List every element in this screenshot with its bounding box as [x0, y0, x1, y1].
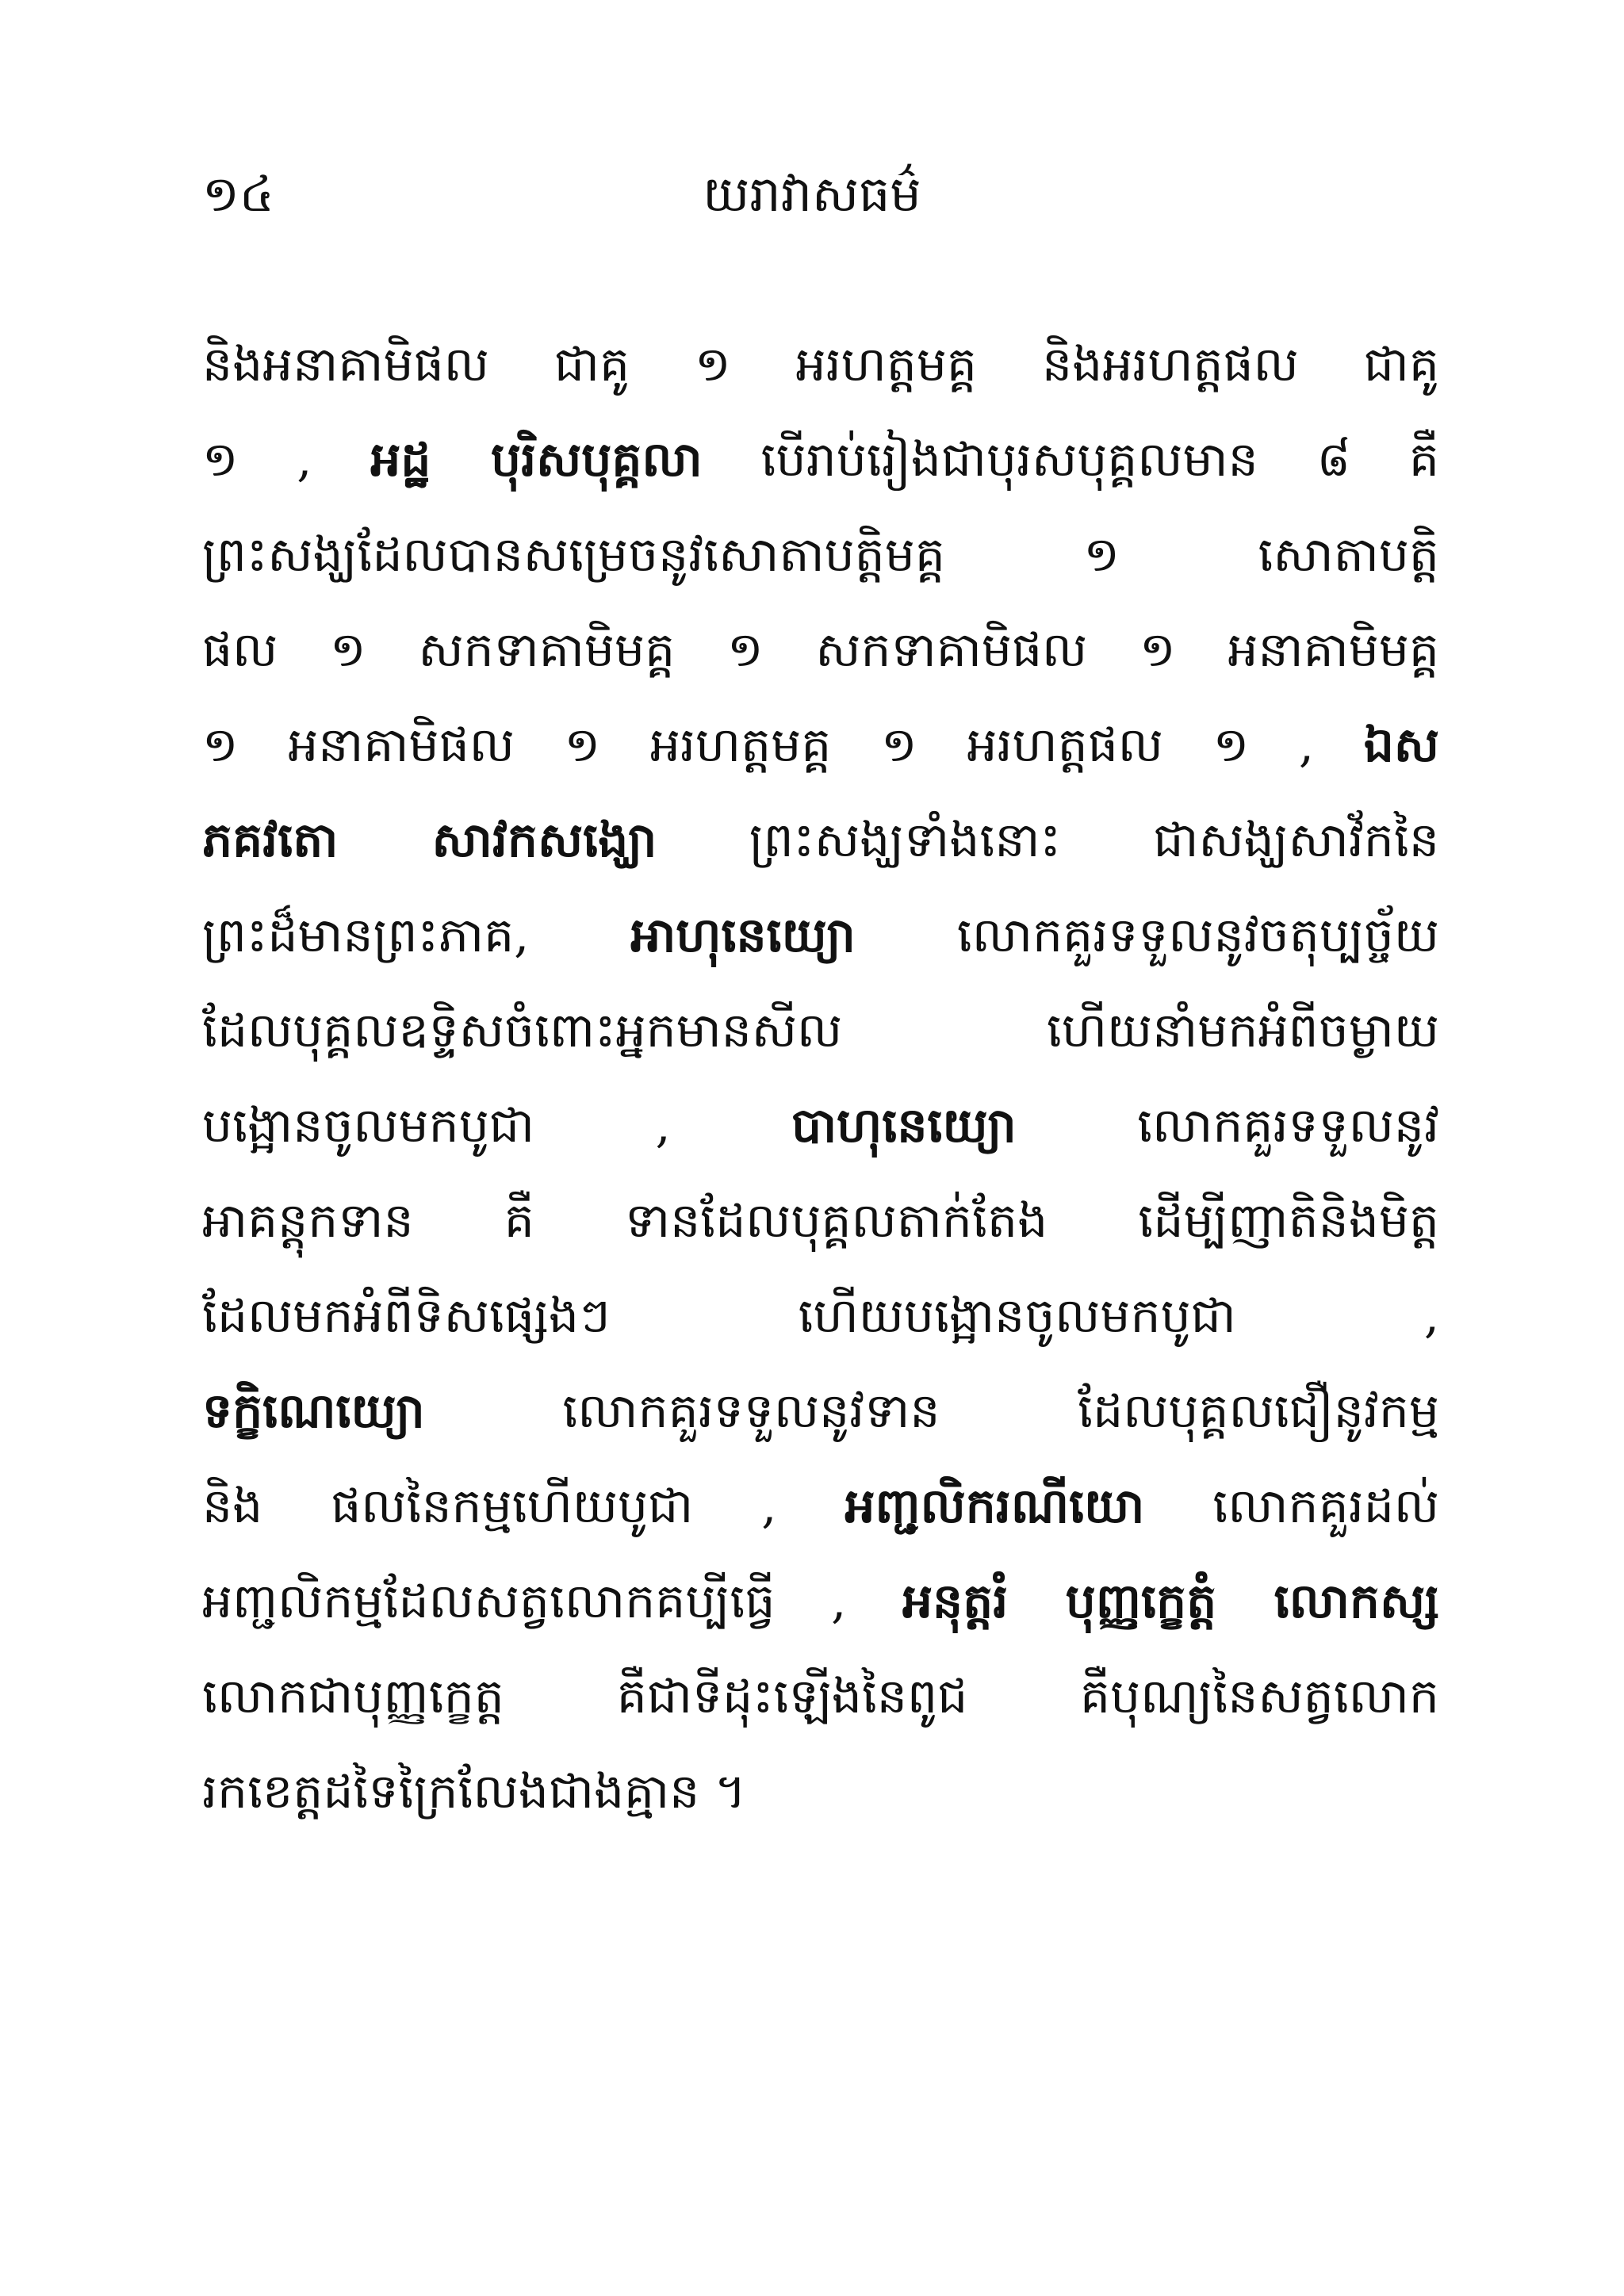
pali-term: អញ្ជលិករណីយោ [845, 1479, 1145, 1534]
text-segment: ផល ១ សកទាគាមិមគ្គ ១ សកទាគាមិផល ១ អនាគាមិមគ្គ [202, 622, 1439, 678]
text-segment: ១ , [202, 432, 371, 488]
text-segment: ដែលមកអំពីទិសផ្សេងៗ ហើយបង្អោនចូលមកបូជា , [202, 1288, 1439, 1344]
text-line [202, 1554, 1439, 1649]
text-segment: អញ្ជលិកម្មដែលសត្វលោកគប្បីធ្វើ , [202, 1574, 902, 1629]
pali-term: ឯស [1363, 718, 1439, 773]
text-segment: អាគន្តុកទាន គឺ ទានដែលបុគ្គលតាក់តែង ដើម្បីញាតិនិងមិត្ត [202, 1193, 1439, 1249]
text-line [202, 983, 1439, 1078]
text-line [202, 1649, 1439, 1744]
text-segment: ដែលបុគ្គលឧទ្ទិសចំពោះអ្នកមានសីល ហើយនាំមកអំពីចម្ងាយ [202, 1003, 1439, 1058]
text-line [202, 507, 1439, 603]
text-segment: លោកជាបុញ្ញក្ខេត្ត គឺជាទីដុះឡើងនៃពូជ គឺបុណ្យនៃសត្វលោក [202, 1669, 1439, 1724]
text-segment: លោកគួរទទួលនូវទាន ដែលបុគ្គលជឿនូវកម្ម [424, 1383, 1439, 1439]
page-header [0, 159, 1624, 230]
text-line [202, 1173, 1439, 1269]
text-segment: បើរាប់រៀងជាបុរសបុគ្គលមាន ៨ គឺ [702, 432, 1439, 488]
page-number: ១៤ [202, 165, 274, 223]
text-line [202, 1459, 1439, 1554]
pali-term: បាហុនេយ្យោ [791, 1098, 1017, 1154]
text-segment: បង្អោនចូលមកបូជា , [202, 1098, 792, 1154]
pali-term: អដ្ឋ បុរិសបុគ្គលា [370, 432, 703, 488]
text-line [202, 1744, 1439, 1839]
text-line [202, 698, 1439, 793]
text-segment: លោកគួរទទួលនូវ [1016, 1098, 1439, 1154]
text-segment: ព្រះសង្ឃដែលបានសម្រេចនូវសោតាបត្តិមគ្គ ១ សោតាបត្តិ [202, 527, 1439, 583]
text-segment: លោកគួរដល់ [1144, 1479, 1439, 1534]
pali-term: អាហុនេយ្យោ [630, 908, 856, 963]
text-line [202, 793, 1439, 888]
text-segment: និងអនាគាមិផល ជាគូ ១ អរហត្តមគ្គ និងអរហត្តផល ជាគូ [202, 337, 1439, 392]
pali-term: ភគវតោ សាវកសង្ឃោ [202, 813, 657, 868]
text-segment: រកខេត្តដទៃក្រៃលែងជាងគ្មាន ។ [202, 1764, 746, 1820]
text-segment: លោកគួរទទួលនូវចតុប្បច្ច័យ [855, 908, 1439, 963]
pali-term: ទក្ខិណេយ្យោ [202, 1383, 425, 1439]
pali-term: អនុត្តរំ បុញ្ញក្ខេត្តំ លោកស្ស [902, 1574, 1439, 1629]
body-text [202, 317, 1439, 1839]
text-line [202, 603, 1439, 698]
text-segment: ព្រះដ៏មានព្រះភាគ, [202, 908, 631, 963]
text-line [202, 317, 1439, 412]
text-line [202, 1364, 1439, 1459]
text-line [202, 1078, 1439, 1173]
text-line [202, 1269, 1439, 1364]
running-title: យរាវាសធម៌ [703, 165, 921, 223]
text-line [202, 888, 1439, 983]
text-line [202, 412, 1439, 507]
text-segment: ព្រះសង្ឃទាំងនោះ ជាសង្ឃសាវ័កនៃ [657, 813, 1439, 868]
text-segment: ១ អនាគាមិផល ១ អរហត្តមគ្គ ១ អរហត្តផល ១ , [202, 718, 1364, 773]
text-segment: និង ផលនៃកម្មហើយបូជា , [202, 1479, 845, 1534]
